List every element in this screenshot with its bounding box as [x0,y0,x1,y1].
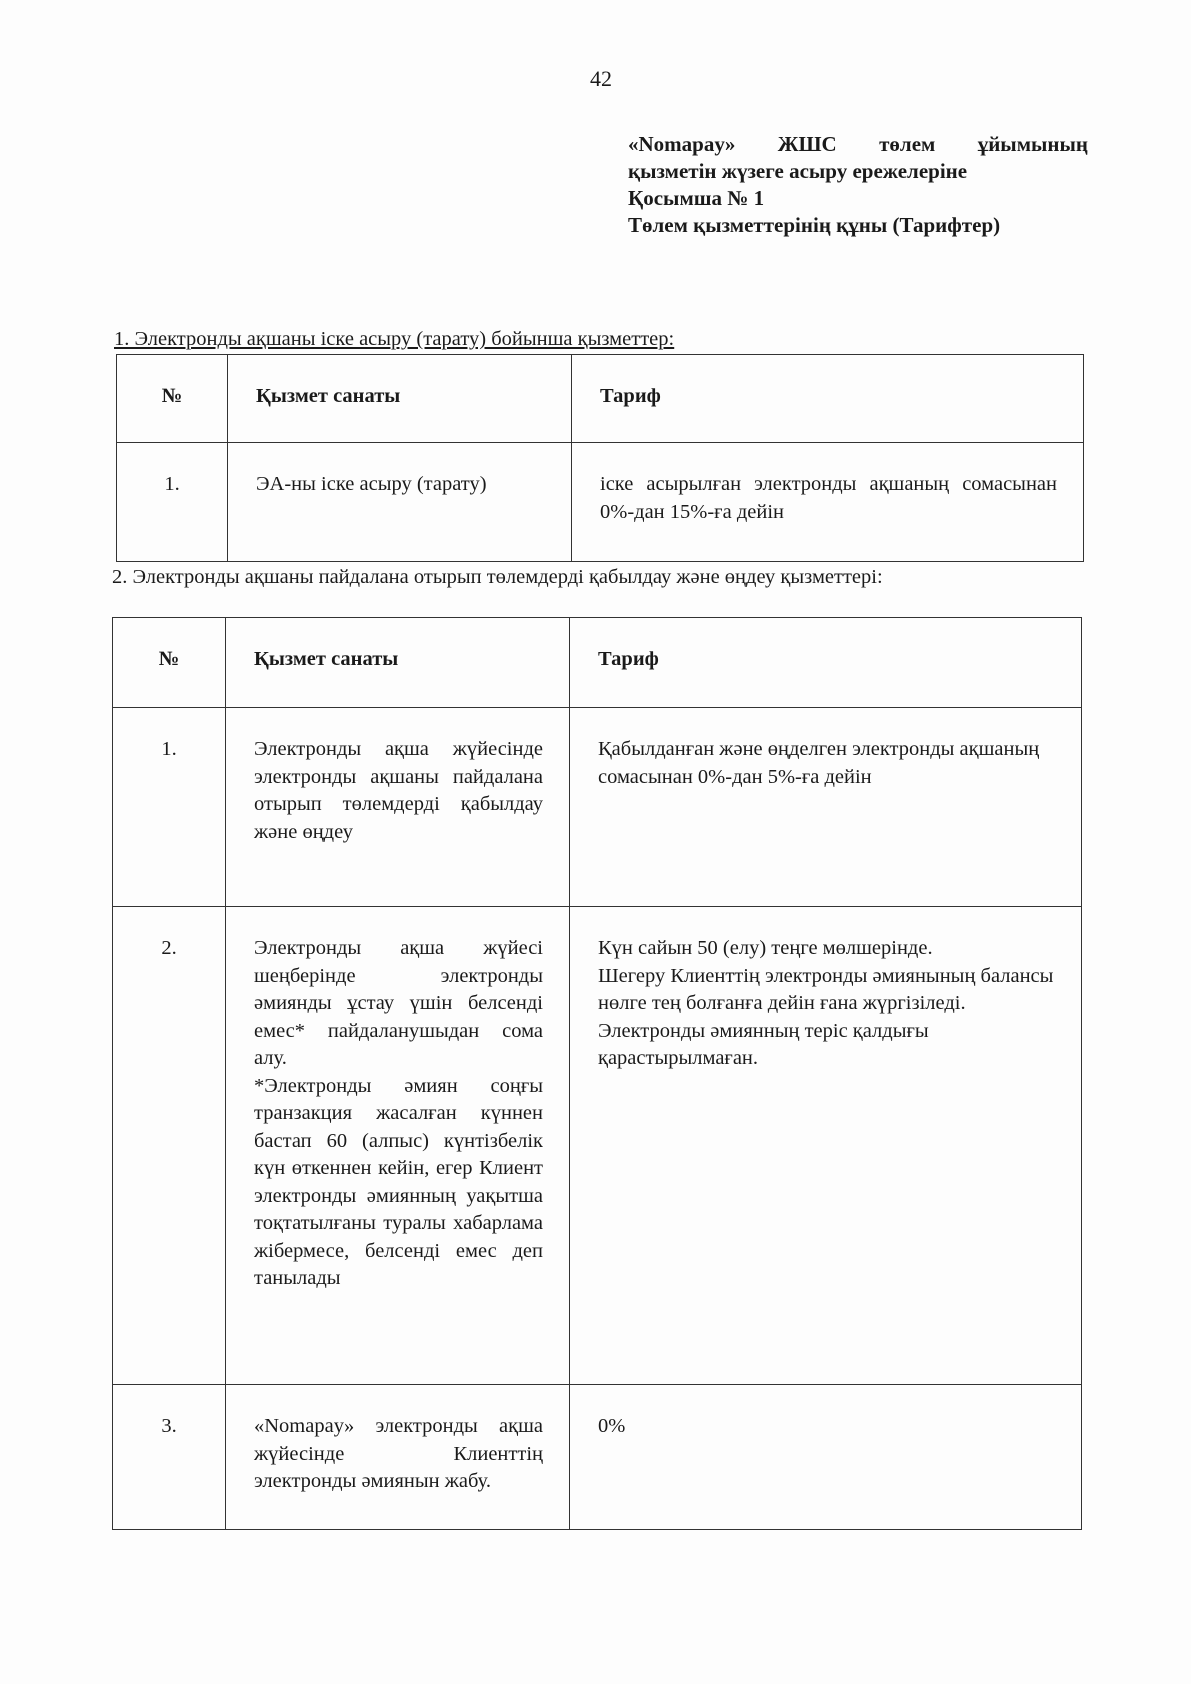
header-title: Төлем қызметтерінің құны (Тарифтер) [628,213,1001,237]
row-number: 3. [113,1385,226,1530]
header-line: қызметін жүзеге асыру ережелеріне [628,159,968,183]
section1-table [116,354,1084,562]
row-tariff: Күн сайын 50 (елу) теңге мөлшерінде. [598,937,933,959]
section1-heading [114,328,674,351]
table-header-row [113,618,1082,708]
section2-table [112,617,1082,1530]
row-category: «Nomapay» электронды ақша жүйесінде Клиенттің электронды әмиянын жабу. [226,1385,570,1530]
table-row [113,708,1082,907]
table-header-row [117,355,1084,443]
header-line: Қосымша № 1 [628,186,765,210]
row-category: ЭА-ны іске асыру (тарату) [228,443,572,562]
row-number: 1. [113,708,226,907]
col-header-tariff: Тариф [570,618,1082,708]
col-header-category: Қызмет санаты [228,355,572,443]
row-tariff-cell [570,907,1082,1385]
row-tariff-note: Электронды әмиянның теріс қалдығы қарастырылмаған. [598,1019,929,1069]
row-tariff: 0% [570,1385,1082,1530]
row-tariff: іске асырылған электронды ақшаның сомасынан 0%-дан 15%-ға дейін [572,443,1084,562]
row-category: Электронды ақша жүйесінде электронды ақшаны пайдалана отырып төлемдерді қабылдау және өңдеу [226,708,570,907]
document-header [628,131,1088,239]
row-tariff-note: Шегеру Клиенттің электронды әмиянының балансы нөлге тең болғанға дейін ғана жүргізіледі. [598,964,1054,1014]
row-category: Электронды ақша жүйесі шеңберінде электронды әмиянды ұстау үшін белсенді емес* пайдаланушыдан сома алу. [254,937,543,1069]
row-category-note: *Электронды әмиян соңғы транзакция жасалған күннен бастап 60 (алпыс) күнтізбелік күн өткеннен кейін, егер Клиент электронды әмиянның уақытша тоқтатылғаны туралы хабарлама жібермесе, белсенді емес деп танылады [254,1074,543,1289]
table-row [113,907,1082,1385]
table-row [113,1385,1082,1530]
row-category-cell [226,907,570,1385]
row-number: 1. [117,443,228,562]
section2-heading: 2. Электронды ақшаны пайдалана отырып төлемдерді қабылдау және өңдеу қызметтері: [112,566,883,588]
row-number: 2. [113,907,226,1385]
row-tariff: Қабылданған және өңделген электронды ақшаның сомасынан 0%-дан 5%-ға дейін [570,708,1082,907]
header-line: «Nomapay» ЖШС төлем ұйымының [628,132,1088,156]
table-row [117,443,1084,562]
col-header-category: Қызмет санаты [226,618,570,708]
page-number: 42 [590,66,612,91]
col-header-tariff: Тариф [572,355,1084,443]
col-header-number: № [117,355,228,443]
section1-heading-text: 1. Электронды ақшаны іске асыру (тарату) бойынша қызметтер: [114,328,675,350]
col-header-number: № [113,618,226,708]
